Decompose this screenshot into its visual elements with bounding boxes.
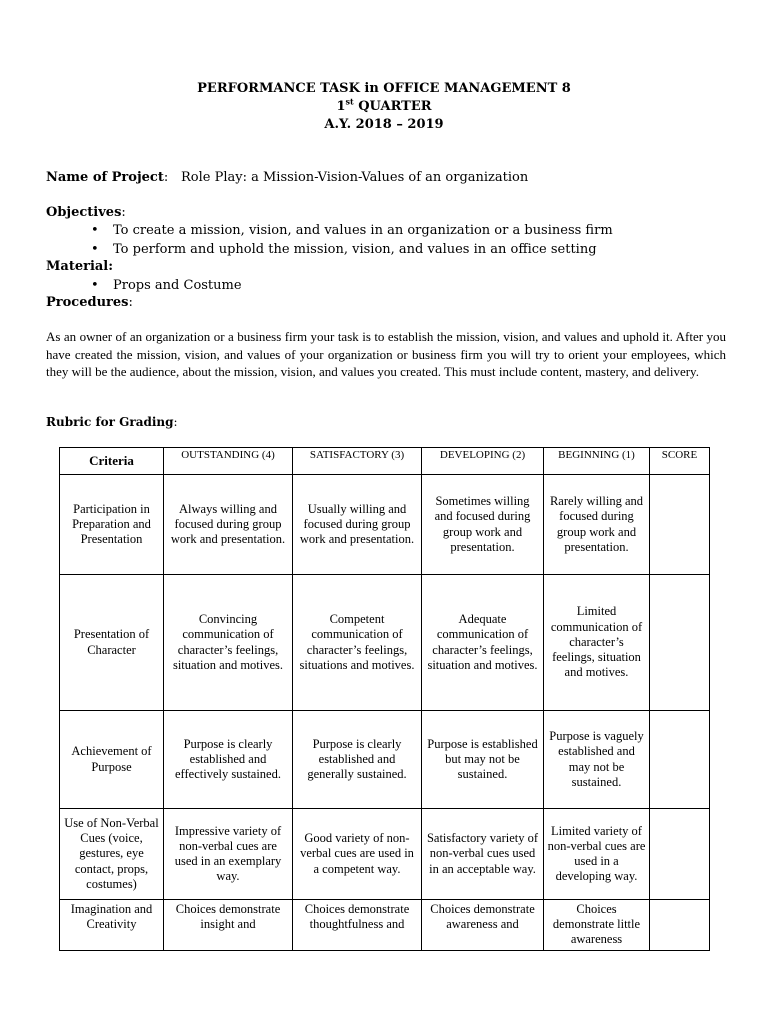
header-developing: DEVELOPING (2) <box>422 448 544 475</box>
rubric-colon: : <box>173 415 178 429</box>
objectives-label: Objectives <box>46 205 122 220</box>
score-cell <box>650 711 710 809</box>
satisfactory-cell: Good variety of non-verbal cues are used in a competent way. <box>293 809 422 900</box>
beginning-cell: Choices demonstrate little awareness <box>544 900 650 951</box>
project-line <box>46 170 168 185</box>
outstanding-cell: Choices demonstrate insight and <box>164 900 293 951</box>
table-row <box>60 711 710 809</box>
developing-cell: Adequate communication of character’s feelings, situation and motives. <box>422 575 544 711</box>
satisfactory-cell: Choices demonstrate thoughtfulness and <box>293 900 422 951</box>
objective-text: To perform and uphold the mission, vision, and values in an office setting <box>113 242 597 257</box>
rubric-label: Rubric for Grading <box>46 415 174 429</box>
bullet-icon: • <box>91 278 99 293</box>
quarter-heading <box>0 96 768 114</box>
objectives-colon: : <box>121 205 126 220</box>
quarter-word: QUARTER <box>353 99 432 114</box>
academic-year: A.Y. 2018 – 2019 <box>324 117 444 132</box>
objectives-heading <box>46 205 126 220</box>
document-title: PERFORMANCE TASK in OFFICE MANAGEMENT 8 <box>197 81 571 96</box>
header-score: SCORE <box>650 448 710 475</box>
criteria-cell: Presentation of Character <box>60 575 164 711</box>
criteria-cell: Imagination and Creativity <box>60 900 164 951</box>
project-label: Name of Project <box>46 170 164 185</box>
beginning-cell: Limited communication of character’s feelings, situation and motives. <box>544 575 650 711</box>
table-header-row <box>60 448 710 475</box>
outstanding-cell: Convincing communication of character’s feelings, situation and motives. <box>164 575 293 711</box>
satisfactory-cell: Competent communication of character’s feelings, situations and motives. <box>293 575 422 711</box>
header-satisfactory: SATISFACTORY (3) <box>293 448 422 475</box>
outstanding-cell: Impressive variety of non-verbal cues are used in an exemplary way. <box>164 809 293 900</box>
rubric-heading <box>46 415 178 429</box>
developing-cell: Satisfactory variety of non-verbal cues used in an acceptable way. <box>422 809 544 900</box>
table-row <box>60 575 710 711</box>
material-text: Props and Costume <box>113 278 242 293</box>
developing-cell: Choices demonstrate awareness and <box>422 900 544 951</box>
score-cell <box>650 575 710 711</box>
header-criteria: Criteria <box>60 448 164 475</box>
procedures-label: Procedures <box>46 295 129 310</box>
bullet-icon: • <box>91 242 99 257</box>
objective-item <box>91 223 613 238</box>
criteria-cell: Use of Non-Verbal Cues (voice, gestures, eye contact, props, costumes) <box>60 809 164 900</box>
procedures-colon: : <box>128 295 133 310</box>
criteria-cell: Achievement of Purpose <box>60 711 164 809</box>
table-row <box>60 900 710 951</box>
rubric-table <box>59 447 710 951</box>
quarter-ordinal: st <box>345 96 354 107</box>
satisfactory-cell: Usually willing and focused during group work and presentation. <box>293 475 422 575</box>
beginning-cell: Limited variety of non-verbal cues are used in a developing way. <box>544 809 650 900</box>
project-name: Role Play: a Mission-Vision-Values of an organization <box>181 170 529 185</box>
criteria-cell: Participation in Preparation and Presentation <box>60 475 164 575</box>
bullet-icon: • <box>91 223 99 238</box>
beginning-cell: Purpose is vaguely established and may not be sustained. <box>544 711 650 809</box>
header-outstanding: OUTSTANDING (4) <box>164 448 293 475</box>
developing-cell: Purpose is established but may not be sustained. <box>422 711 544 809</box>
score-cell <box>650 475 710 575</box>
procedures-heading <box>46 295 133 310</box>
outstanding-cell: Purpose is clearly established and effectively sustained. <box>164 711 293 809</box>
material-item <box>91 278 242 293</box>
procedures-paragraph: As an owner of an organization or a business firm your task is to establish the mission, vision, and values and uphold it. After you have created the mission, vision, and values of your organization or business firm you will try to orient your employees, which they will be the audience, about the mission, vision, and values you created. This must include content, mastery, and delivery. <box>46 329 726 380</box>
table-row <box>60 475 710 575</box>
quarter-number: 1 <box>336 99 346 114</box>
header-beginning: BEGINNING (1) <box>544 448 650 475</box>
material-label: Material: <box>46 259 114 274</box>
project-colon: : <box>163 170 169 185</box>
objective-text: To create a mission, vision, and values in an organization or a business firm <box>113 223 613 238</box>
outstanding-cell: Always willing and focused during group work and presentation. <box>164 475 293 575</box>
beginning-cell: Rarely willing and focused during group work and presentation. <box>544 475 650 575</box>
score-cell <box>650 809 710 900</box>
objective-item <box>91 242 597 257</box>
developing-cell: Sometimes willing and focused during group work and presentation. <box>422 475 544 575</box>
table-row <box>60 809 710 900</box>
satisfactory-cell: Purpose is clearly established and generally sustained. <box>293 711 422 809</box>
score-cell <box>650 900 710 951</box>
